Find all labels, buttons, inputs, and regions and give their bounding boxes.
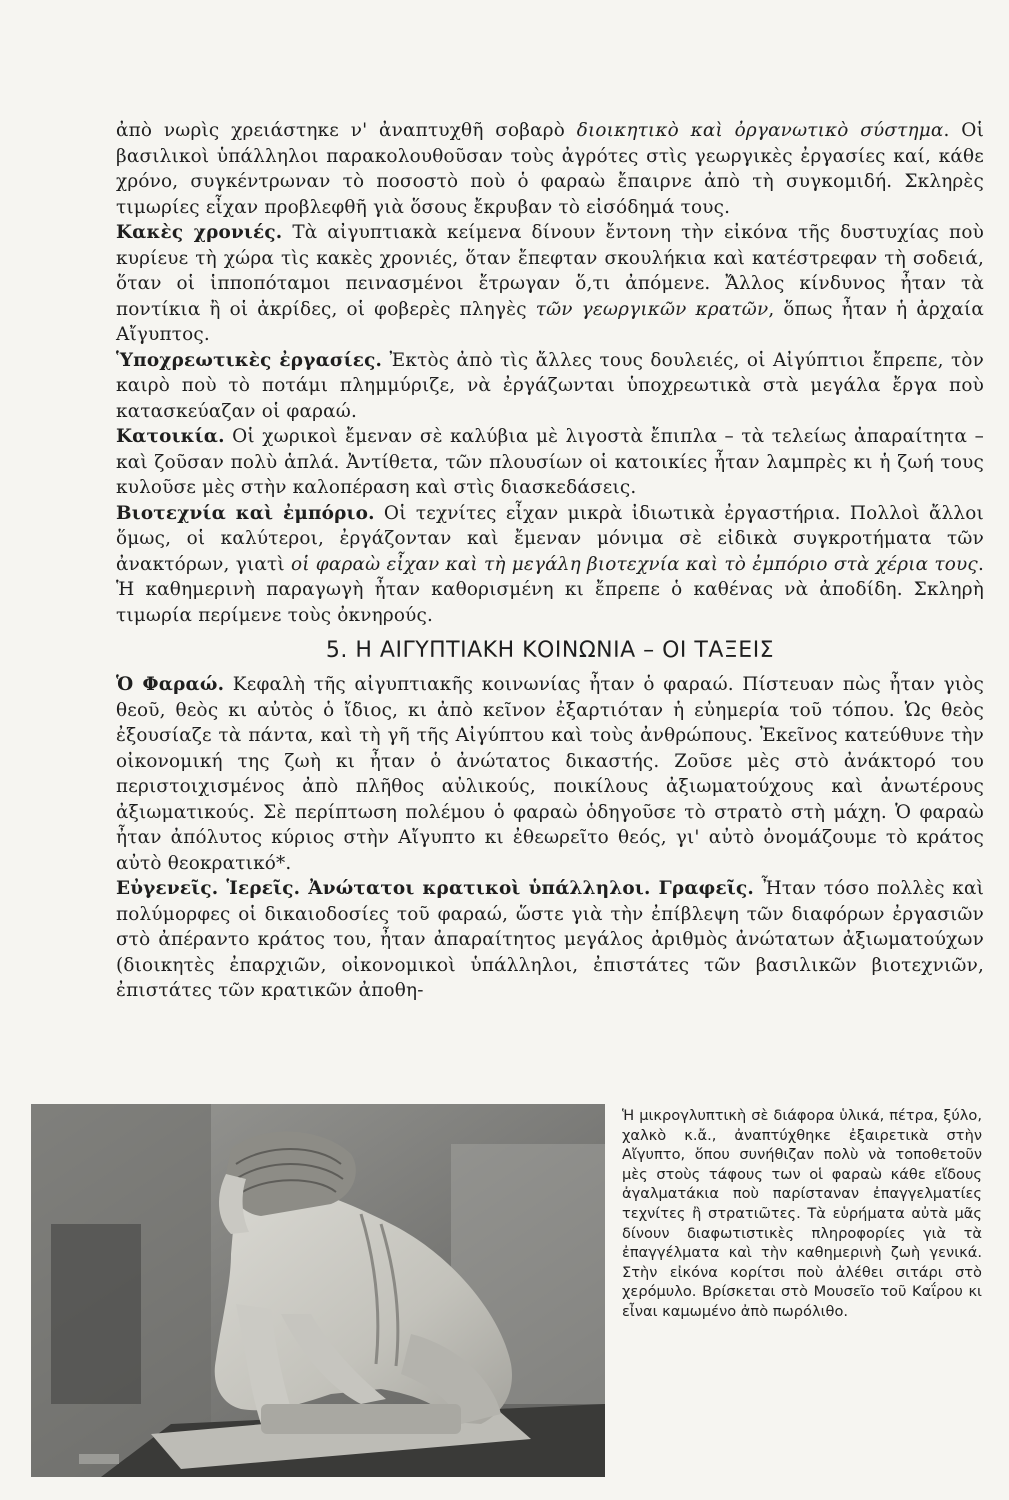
section-heading: 5. Η ΑΙΓΥΠΤΙΑΚΗ ΚΟΙΝΩΝΙΑ – ΟΙ ΤΑΞΕΙΣ	[325, 638, 775, 663]
paragraph-text: ἀπὸ νωρὶς χρειάστηκε ν' ἀναπτυχθῆ σοβαρὸ	[116, 120, 577, 141]
emphasized-text: οἱ φαραὼ εἶχαν καὶ τὴ μεγάλη βιοτεχνία καὶ τὸ ἐμπόριο στὰ χέρια τους	[290, 553, 978, 575]
main-text-column	[116, 118, 984, 1004]
emphasized-text: διοικητικὸ καὶ ὀργανωτικὸ σύστημα	[576, 120, 944, 141]
paragraph-text: , ὅπως ἦταν ἡ ἀρχαία Αἴγυπτος.	[116, 298, 984, 345]
paragraph-text: . Οἱ βασιλικοὶ ὑπάλληλοι παρακολουθοῦσαν τοὺς ἀγρότες στὶς γεωργικὲς ἐργασίες καί, κάθε χρόνο, συγκέντρωναν τὸ ποσοστὸ ποὺ ὁ φαραὼ ἔπαιρνε ἀπὸ τὴ συγκομιδή. Σκληρὲς τιμωρίες εἶχαν προβλεφθῆ γιὰ ὅσους ἔκρυβαν τὸ εἰσόδημά τους.	[116, 120, 984, 218]
statuette-photo	[31, 1104, 605, 1477]
photo-caption: Ἡ μικρογλυπτικὴ σὲ διάφορα ὑλικά, πέτρα, ξύλο, χαλκὸ κ.ἄ., ἀναπτύχθηκε ἐξαιρετικὰ στὴν Αἴγυπτο, ὅπου συνήθιζαν πολὺ νὰ τοποθετοῦν μὲς στοὺς τάφους των οἱ φαραὼ κάθε εἴδους ἀγαλματάκια ποὺ παρίσταναν ἐπαγγελματίες τεχνίτες ἢ στρατιῶτες. Τὰ εὑρήματα αὐτὰ μᾶς δίνουν διαφωτιστικὲς πληροφορίες γιὰ τὰ ἐπαγγέλματα καὶ τὴν καθημερινὴ ζωὴ γενικά. Στὴν εἰκόνα κορίτσι ποὺ ἀλέθει σιτάρι στὸ χερόμυλο. Βρίσκεται στὸ Μουσεῖο τοῦ Καΐρου κι εἶναι καμωμένο ἀπὸ πωρόλιθο.	[622, 1107, 982, 1320]
paragraph-lead-heading: Ὁ Φαραώ.	[116, 674, 225, 695]
paragraph	[116, 220, 984, 348]
paragraph-lead-heading: Κακὲς χρονιές.	[116, 222, 283, 243]
paragraph-lead-heading: Κατοικία.	[116, 426, 225, 447]
paragraph-text: Οἱ χωρικοὶ ἔμεναν σὲ καλύβια μὲ λιγοστὰ ἔπιπλα – τὰ τελείως ἀπαραίτητα – καὶ ζοῦσαν πολὺ ἁπλά. Ἀντίθετα, τῶν πλουσίων οἱ κατοικίες ἦταν λαμπρὲς κι ἡ ζωή τους κυλοῦσε μὲς στὴν καλοπέραση καὶ στὶς διασκεδάσεις.	[116, 426, 984, 498]
paragraph	[116, 424, 984, 501]
paragraph	[116, 876, 984, 1004]
paragraph	[116, 118, 984, 220]
paragraph-text: Κεφαλὴ τῆς αἰγυπτιακῆς κοινωνίας ἦταν ὁ φαραώ. Πίστευαν πὼς ἦταν γιὸς θεοῦ, θεὸς κι αὐτὸς ὁ ἴδιος, κι ἀπὸ κεῖνον ἐξαρτιόταν ἡ εὐημερία τοῦ τόπου. Ὡς θεὸς ἐξουσίαζε τὰ πάντα, καὶ τὴ γῆ τῆς Αἰγύπτου καὶ τοὺς ἀνθρώπους. Ἐκεῖνος κατεύθυνε τὴν οἰκονομική της ζωὴ κι ἦταν ὁ ἀνώτατος δικαστής. Ζοῦσε μὲς στὸ ἀνάκτορό του περιστοιχισμένος ἀπὸ πλῆθος αὐλικούς, ποικίλους ἀξιωματούχους καὶ ἀνωτέρους ἀξιωματικούς. Σὲ περίπτωση πολέμου ὁ φαραὼ ὁδηγοῦσε τὸ στρατὸ στὴ μάχη. Ὁ φαραὼ ἦταν ἀπόλυτος κύριος στὴν Αἴγυπτο κι ἐθεωρεῖτο θεός, γι' αὐτὸ ὀνομάζουμε τὸ κράτος αὐτὸ θεοκρατικό*.	[116, 674, 984, 874]
paragraph-text: Ἦταν τόσο πολλὲς καὶ πολύμορφες οἱ δικαιοδοσίες τοῦ φαραώ, ὥστε γιὰ τὴν ἐπίβλεψη τῶν διαφόρων ἐργασιῶν στὸ ἀπέραντο κράτος του, ἦταν ἀπαραίτητος μεγάλος ἀριθμὸς ἀνώτατων ἀξιωματούχων (διοικητὲς ἐπαρχιῶν, οἰκονομικοὶ ὑπάλληλοι, ἐπιστάτες τῶν βασιλικῶν βιοτεχνιῶν, ἐπιστάτες τῶν κρατικῶν ἀποθη-	[116, 878, 984, 1001]
paragraph-text: Τὰ αἰγυπτιακὰ κείμενα δίνουν ἔντονη τὴν εἰκόνα τῆς δυστυχίας ποὺ κυρίευε τὴ χώρα τὶς κακὲς χρονιές, ὅταν ἔπεφταν σκουλήκια καὶ κατέστρεφαν τὴ σοδειά, ὅταν οἱ ἱπποπόταμοι πεινασμένοι ἔτρωγαν ὅ,τι ἀπόμενε. Ἄλλος κίνδυνος ἦταν τὰ ποντίκια ἢ οἱ ἀκρίδες, οἱ φοβερὲς πληγὲς	[116, 222, 984, 320]
paragraph	[116, 501, 984, 629]
grinding-girl-statuette-image	[31, 1104, 605, 1477]
paragraph-text: Οἱ τεχνίτες εἶχαν μικρὰ ἰδιωτικὰ ἐργαστήρια. Πολλοὶ ἄλλοι ὅμως, οἱ καλύτεροι, ἐργάζονταν καὶ ἔμεναν μόνιμα σὲ εἰδικὰ συγκροτήματα τῶν ἀνακτόρων, γιατὶ	[116, 502, 984, 575]
paragraphs-before-heading	[116, 118, 984, 628]
paragraph-text: Ἐκτὸς ἀπὸ τὶς ἄλλες τους δουλειές, οἱ Αἰγύπτιοι ἔπρεπε, τὸν καιρὸ ποὺ τὸ ποτάμι πλημμύριζε, νὰ ἐργάζωνται ὑποχρεωτικὰ στὰ μεγάλα ἔργα ποὺ κατασκεύαζαν οἱ φαραώ.	[116, 349, 984, 422]
paragraph	[116, 672, 984, 876]
emphasized-text: τῶν γεωργικῶν κρατῶν	[535, 298, 769, 320]
paragraph	[116, 348, 984, 425]
paragraph-text: . Ἡ καθημερινὴ παραγωγὴ ἦταν καθορισμένη κι ἔπρεπε ὁ καθένας νὰ ἀποδίδη. Σκληρὴ τιμωρία περίμενε τοὺς ὀκνηρούς.	[116, 553, 984, 626]
paragraph-lead-heading: Ὑποχρεωτικὲς ἐργασίες.	[116, 349, 383, 371]
paragraph-lead-heading: Βιοτεχνία καὶ ἐμπόριο.	[116, 502, 375, 524]
paragraphs-after-heading	[116, 672, 984, 1004]
paragraph-lead-heading: Εὐγενεῖς. Ἱερεῖς. Ἀνώτατοι κρατικοὶ ὑπάλληλοι. Γραφεῖς.	[116, 878, 754, 899]
